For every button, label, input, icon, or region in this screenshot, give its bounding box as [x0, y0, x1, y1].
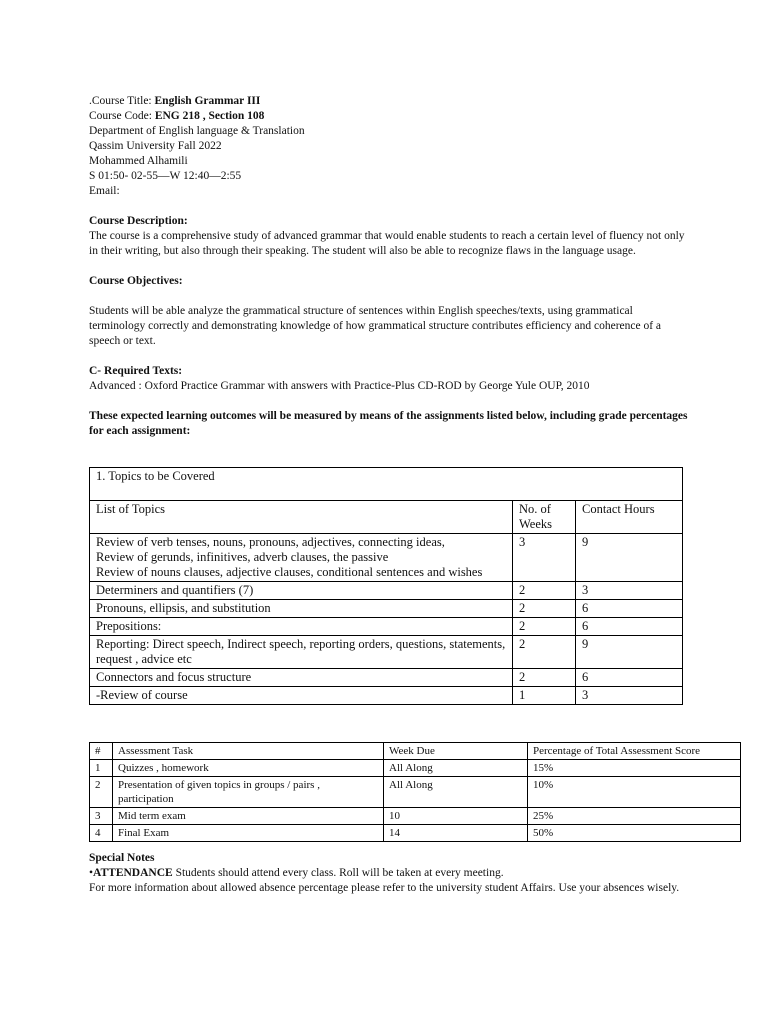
topic-line: Review of verb tenses, nouns, pronouns, adjectives, connecting ideas, [96, 535, 445, 549]
assessment-week: 10 [384, 808, 528, 825]
assessment-percentage: 15% [528, 760, 741, 777]
hours-cell: 6 [576, 600, 683, 618]
table-row [90, 600, 683, 618]
assessment-task: Presentation of given topics in groups / pairs , participation [113, 777, 384, 808]
notes-heading: Special Notes [89, 852, 155, 864]
hours-cell: 9 [576, 636, 683, 669]
weeks-cell: 2 [513, 636, 576, 669]
assessment-num: 4 [90, 825, 113, 842]
topic-cell: Prepositions: [90, 618, 513, 636]
topics-header-hours: Contact Hours [576, 501, 683, 534]
course-code-line [89, 109, 689, 124]
topic-cell: Reporting: Direct speech, Indirect speech, reporting orders, questions, statements, request , advice etc [90, 636, 513, 669]
texts-heading: C- Required Texts: [89, 365, 183, 377]
notes-info: For more information about allowed absence percentage please refer to the university student Affairs. Use your absences wisely. [89, 882, 680, 894]
course-title-line [89, 94, 689, 109]
topic-cell: Determiners and quantifiers (7) [90, 582, 513, 600]
course-header [89, 94, 689, 439]
assessment-percentage: 50% [528, 825, 741, 842]
table-row [90, 777, 741, 808]
assessment-num: 3 [90, 808, 113, 825]
course-code: ENG 218 , Section 108 [154, 110, 265, 122]
department: Department of English language & Translation [89, 125, 305, 137]
table-row [90, 760, 741, 777]
weeks-cell: 2 [513, 618, 576, 636]
topics-header-list: List of Topics [90, 501, 513, 534]
special-notes [89, 851, 689, 896]
schedule: S 01:50- 02-55—W 12:40—2:55 [89, 170, 242, 182]
table-row [90, 618, 683, 636]
weeks-cell: 1 [513, 687, 576, 705]
outcomes-note: These expected learning outcomes will be measured by means of the assignments listed below, including grade percentages for each assignment: [89, 410, 688, 437]
university: Qassim University Fall 2022 [89, 140, 222, 152]
assessment-percentage: 25% [528, 808, 741, 825]
table-row [90, 808, 741, 825]
weeks-cell: 2 [513, 600, 576, 618]
hours-cell: 6 [576, 669, 683, 687]
table-row [90, 825, 741, 842]
course-code-label: Course Code: [89, 110, 155, 122]
attendance-text: Students should attend every class. Roll will be taken at every meeting. [172, 867, 504, 879]
table-row [90, 636, 683, 669]
topics-table [89, 467, 683, 705]
email: Email: [89, 185, 120, 197]
hours-cell: 3 [576, 582, 683, 600]
table-row [90, 669, 683, 687]
objectives-text: Students will be able analyze the grammatical structure of sentences within English speeches/texts, using grammatical terminology correctly and demonstrating knowledge of how grammatical structure contributes efficiency and coherence of a speech or text. [89, 305, 662, 347]
topic-line: Review of gerunds, infinitives, adverb clauses, the passive [96, 550, 389, 564]
objectives-heading: Course Objectives: [89, 275, 183, 287]
course-title-label: .Course Title: [89, 95, 155, 107]
topics-header-weeks: No. of Weeks [513, 501, 576, 534]
assessment-week: All Along [384, 760, 528, 777]
assessment-week: All Along [384, 777, 528, 808]
assessment-header-percentage: Percentage of Total Assessment Score [528, 743, 741, 760]
topic-line: Review of nouns clauses, adjective clauses, conditional sentences and wishes [96, 565, 483, 579]
topics-table-title: 1. Topics to be Covered [90, 468, 683, 501]
topic-cell: -Review of course [90, 687, 513, 705]
description-text: The course is a comprehensive study of advanced grammar that would enable students to reach a certain level of fluency not only in their writing, but also through their speaking. The student will also be able to recognize flaws in the language usage. [89, 230, 685, 257]
texts-text: Advanced : Oxford Practice Grammar with answers with Practice-Plus CD-ROD by George Yule OUP, 2010 [89, 380, 590, 392]
assessment-table [89, 742, 741, 842]
attendance-note [89, 866, 689, 881]
assessment-task: Final Exam [113, 825, 384, 842]
weeks-cell: 3 [513, 534, 576, 582]
hours-cell: 3 [576, 687, 683, 705]
assessment-task: Quizzes , homework [113, 760, 384, 777]
weeks-cell: 2 [513, 669, 576, 687]
hours-cell: 9 [576, 534, 683, 582]
assessment-percentage: 10% [528, 777, 741, 808]
assessment-header-week: Week Due [384, 743, 528, 760]
table-row [90, 687, 683, 705]
course-title: English Grammar III [154, 95, 261, 107]
weeks-cell: 2 [513, 582, 576, 600]
table-row [90, 534, 683, 582]
assessment-task: Mid term exam [113, 808, 384, 825]
topic-cell: Pronouns, ellipsis, and substitution [90, 600, 513, 618]
topic-cell [90, 534, 513, 582]
assessment-header-num: # [90, 743, 113, 760]
topic-cell: Connectors and focus structure [90, 669, 513, 687]
attendance-label: ATTENDANCE [93, 867, 173, 879]
assessment-num: 1 [90, 760, 113, 777]
instructor: Mohammed Alhamili [89, 155, 188, 167]
assessment-header-row [90, 743, 741, 760]
description-heading: Course Description: [89, 215, 188, 227]
bullet-icon: • [89, 867, 94, 879]
assessment-week: 14 [384, 825, 528, 842]
assessment-num: 2 [90, 777, 113, 808]
hours-cell: 6 [576, 618, 683, 636]
assessment-header-task: Assessment Task [113, 743, 384, 760]
table-row [90, 582, 683, 600]
